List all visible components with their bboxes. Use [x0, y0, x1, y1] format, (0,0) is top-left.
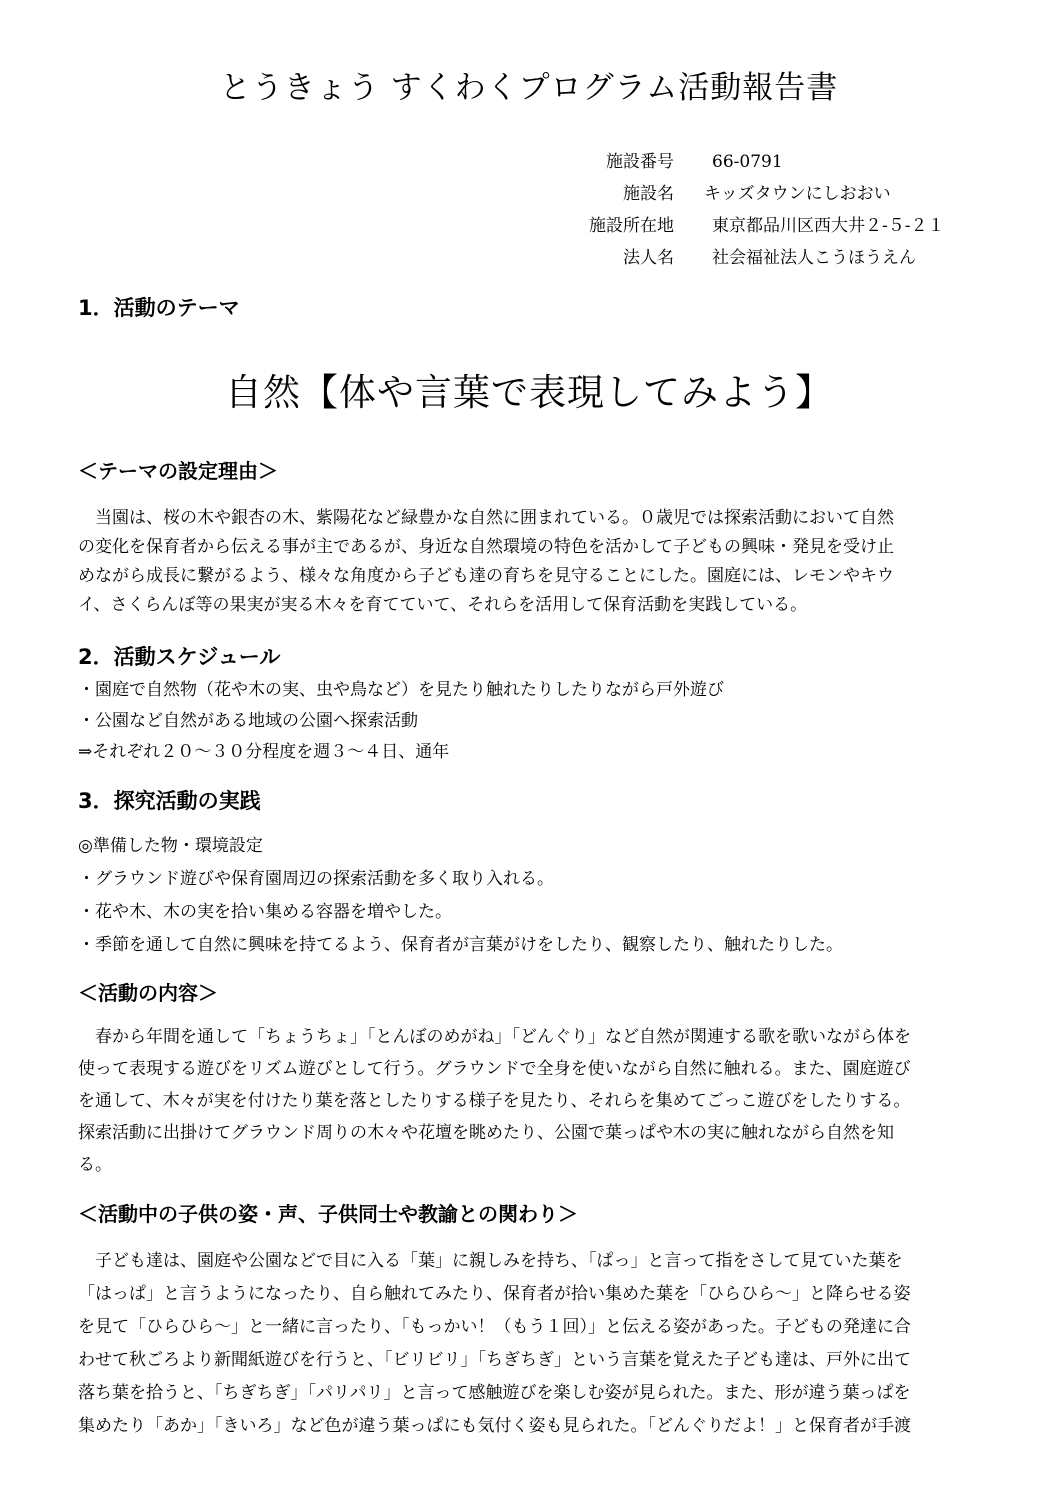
preparation-list — [78, 830, 990, 962]
list-item: ⇒それぞれ２０～３０分程度を週３～４日、通年 — [78, 742, 450, 762]
paragraph-line: 当園は、桜の木や銀杏の木、紫陽花など緑豊かな自然に囲まれている。０歳児では探索活動において自然 — [78, 508, 894, 528]
facility-number-label: 施設番号 — [606, 152, 674, 172]
list-item: ◎準備した物・環境設定 — [78, 836, 263, 856]
paragraph-line: 春から年間を通して「ちょうちょ」「とんぼのめがね」「どんぐり」など自然が関連する歌を歌いながら体を — [78, 1027, 911, 1047]
list-item: ・グラウンド遊びや保育園周辺の探索活動を多く取り入れる。 — [78, 869, 554, 889]
paragraph-line: 子ども達は、園庭や公園などで目に入る「葉」に親しみを持ち、「ぱっ」と言って指をさして見ていた葉を — [78, 1251, 903, 1271]
schedule-list — [78, 675, 990, 768]
list-item: ・園庭で自然物（花や木の実、虫や鳥など）を見たり触れたりしたりながら戸外遊び — [78, 680, 724, 700]
corporation-value: 社会福祉法人こうほうえん — [712, 248, 916, 268]
corporation-label: 法人名 — [623, 248, 674, 268]
section1-heading: 1．活動のテーマ — [78, 296, 240, 320]
paragraph-line: を通して、木々が実を付けたり葉を落としたりする様子を見たり、それらを集めてごっこ遊びをしたりする。 — [78, 1091, 911, 1111]
paragraph-line: 「はっぱ」と言うようになったり、自ら触れてみたり、保育者が拾い集めた葉を「ひらひら～」と降らせる姿 — [78, 1284, 911, 1304]
paragraph-line: の変化を保育者から伝える事が主であるが、身近な自然環境の特色を活かして子どもの興味・発見を受け止 — [78, 537, 894, 557]
facility-name-value: キッズタウンにしおおい — [704, 184, 891, 204]
paragraph-line: 探索活動に出掛けてグラウンド周りの木々や花壇を眺めたり、公園で葉っぱや木の実に触れながら自然を知 — [78, 1123, 894, 1143]
children-interaction-heading: ＜活動中の子供の姿・声、子供同士や教諭との関わり＞ — [78, 1202, 578, 1226]
facility-name-label: 施設名 — [623, 184, 674, 204]
paragraph-line: めながら成長に繋がるよう、様々な角度から子ども達の育ちを見守ることにした。園庭には、レモンやキウ — [78, 566, 894, 586]
list-item: ・公園など自然がある地域の公園へ探索活動 — [78, 711, 418, 731]
list-item: ・花や木、木の実を拾い集める容器を増やした。 — [78, 902, 452, 922]
theme-reason-heading: ＜テーマの設定理由＞ — [78, 459, 278, 483]
activity-content-paragraph — [78, 1021, 990, 1181]
activity-theme: 自然【体や言葉で表現してみよう】 — [225, 371, 833, 414]
section2-heading: 2．活動スケジュール — [78, 645, 281, 669]
activity-content-heading: ＜活動の内容＞ — [78, 981, 218, 1005]
paragraph-line: を見て「ひらひら～」と一緒に言ったり、「もっかい！（もう１回）」と伝える姿があった。子どもの発達に合 — [78, 1317, 911, 1337]
paragraph-line: る。 — [78, 1155, 112, 1175]
facility-address-value: 東京都品川区西大井２-５-２１ — [712, 216, 945, 236]
facility-address-label: 施設所在地 — [589, 216, 674, 236]
paragraph-line: わせて秋ごろより新聞紙遊びを行うと、「ビリビリ」「ちぎちぎ」という言葉を覚えた子ども達は、戸外に出て — [78, 1350, 911, 1370]
paragraph-line: 落ち葉を拾うと、「ちぎちぎ」「パリパリ」と言って感触遊びを楽しむ姿が見られた。また、形が違う葉っぱを — [78, 1383, 911, 1403]
document-title: とうきょう すくわくプログラム活動報告書 — [219, 70, 839, 106]
children-interaction-paragraph — [78, 1245, 990, 1443]
section3-heading: 3．探究活動の実践 — [78, 789, 261, 813]
theme-reason-paragraph — [78, 504, 990, 620]
facility-number-value: 66-0791 — [712, 152, 783, 172]
paragraph-line: イ、さくらんぼ等の果実が実る木々を育てていて、それらを活用して保育活動を実践している。 — [78, 595, 808, 615]
paragraph-line: 使って表現する遊びをリズム遊びとして行う。グラウンドで全身を使いながら自然に触れる。また、園庭遊び — [78, 1059, 911, 1079]
paragraph-line: 集めたり「あか」「きいろ」など色が違う葉っぱにも気付く姿も見られた。「どんぐりだよ！」と保育者が手渡 — [78, 1416, 911, 1436]
list-item: ・季節を通して自然に興味を持てるよう、保育者が言葉がけをしたり、観察したり、触れたりした。 — [78, 935, 843, 955]
